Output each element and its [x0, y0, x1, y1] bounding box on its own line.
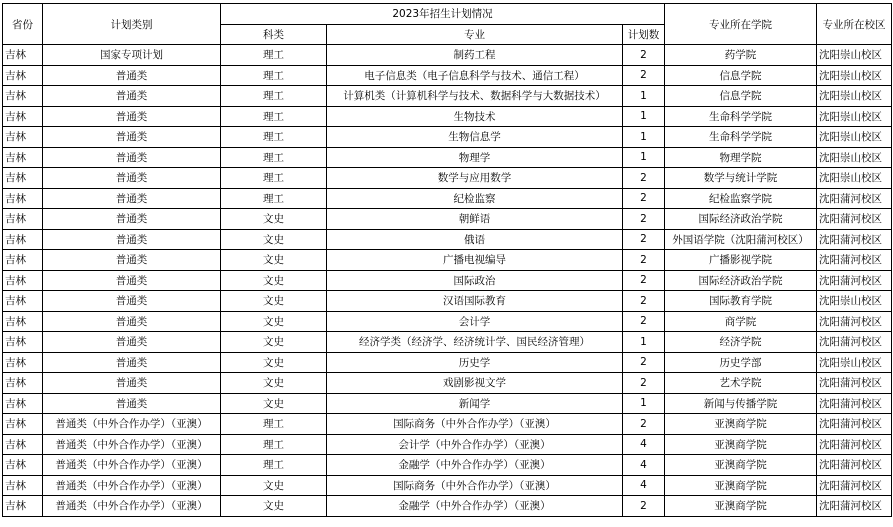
cell-province: 吉林 — [3, 414, 43, 435]
cell-subject-type: 理工 — [221, 45, 327, 66]
cell-province: 吉林 — [3, 127, 43, 148]
cell-campus: 沈阳崇山校区 — [817, 106, 892, 127]
cell-college: 亚澳商学院 — [665, 496, 817, 517]
table-row — [3, 86, 892, 107]
header-plan-count: 计划数 — [623, 24, 665, 45]
cell-province: 吉林 — [3, 455, 43, 476]
cell-province: 吉林 — [3, 65, 43, 86]
header-campus: 专业所在校区 — [817, 4, 892, 45]
cell-subject-type: 理工 — [221, 147, 327, 168]
cell-province: 吉林 — [3, 332, 43, 353]
cell-province: 吉林 — [3, 168, 43, 189]
cell-province: 吉林 — [3, 496, 43, 517]
header-college: 专业所在学院 — [665, 4, 817, 45]
cell-major: 俄语 — [327, 229, 623, 250]
table-row — [3, 147, 892, 168]
cell-plan-count: 1 — [623, 332, 665, 353]
cell-major: 汉语国际教育 — [327, 291, 623, 312]
table-row — [3, 373, 892, 394]
table-row — [3, 393, 892, 414]
table-row — [3, 188, 892, 209]
cell-plan-category: 普通类 — [43, 332, 221, 353]
table-row — [3, 45, 892, 66]
cell-major: 历史学 — [327, 352, 623, 373]
cell-plan-count: 2 — [623, 373, 665, 394]
cell-plan-count: 2 — [623, 311, 665, 332]
cell-province: 吉林 — [3, 352, 43, 373]
cell-subject-type: 文史 — [221, 311, 327, 332]
cell-college: 经济学院 — [665, 332, 817, 353]
cell-campus: 沈阳蒲河校区 — [817, 455, 892, 476]
cell-plan-category: 普通类 — [43, 270, 221, 291]
cell-college: 国际经济政治学院 — [665, 209, 817, 230]
cell-college: 国际经济政治学院 — [665, 270, 817, 291]
table-row — [3, 434, 892, 455]
cell-campus: 沈阳崇山校区 — [817, 45, 892, 66]
cell-subject-type: 文史 — [221, 250, 327, 271]
cell-plan-count: 2 — [623, 414, 665, 435]
cell-province: 吉林 — [3, 86, 43, 107]
cell-province: 吉林 — [3, 434, 43, 455]
cell-plan-count: 2 — [623, 168, 665, 189]
table-row — [3, 209, 892, 230]
cell-campus: 沈阳蒲河校区 — [817, 373, 892, 394]
cell-college: 信息学院 — [665, 86, 817, 107]
cell-major: 金融学（中外合作办学）（亚澳） — [327, 496, 623, 517]
cell-subject-type: 理工 — [221, 414, 327, 435]
cell-major: 国际政治 — [327, 270, 623, 291]
table-row — [3, 65, 892, 86]
cell-campus: 沈阳蒲河校区 — [817, 270, 892, 291]
cell-subject-type: 文史 — [221, 373, 327, 394]
cell-college: 数学与统计学院 — [665, 168, 817, 189]
cell-subject-type: 理工 — [221, 106, 327, 127]
cell-campus: 沈阳蒲河校区 — [817, 496, 892, 517]
cell-plan-count: 2 — [623, 229, 665, 250]
cell-campus: 沈阳崇山校区 — [817, 127, 892, 148]
cell-plan-category: 普通类 — [43, 311, 221, 332]
cell-subject-type: 理工 — [221, 65, 327, 86]
cell-college: 商学院 — [665, 311, 817, 332]
cell-plan-count: 1 — [623, 106, 665, 127]
cell-plan-count: 2 — [623, 209, 665, 230]
cell-plan-category: 普通类 — [43, 250, 221, 271]
cell-province: 吉林 — [3, 393, 43, 414]
cell-campus: 沈阳蒲河校区 — [817, 332, 892, 353]
table-row — [3, 168, 892, 189]
cell-major: 物理学 — [327, 147, 623, 168]
cell-campus: 沈阳崇山校区 — [817, 65, 892, 86]
cell-college: 新闻与传播学院 — [665, 393, 817, 414]
cell-plan-category: 普通类 — [43, 127, 221, 148]
cell-subject-type: 理工 — [221, 455, 327, 476]
cell-major: 数学与应用数学 — [327, 168, 623, 189]
table-row — [3, 250, 892, 271]
cell-plan-count: 1 — [623, 127, 665, 148]
cell-plan-category: 普通类 — [43, 86, 221, 107]
cell-subject-type: 理工 — [221, 434, 327, 455]
cell-subject-type: 文史 — [221, 475, 327, 496]
cell-province: 吉林 — [3, 250, 43, 271]
cell-campus: 沈阳崇山校区 — [817, 147, 892, 168]
cell-college: 艺术学院 — [665, 373, 817, 394]
cell-province: 吉林 — [3, 147, 43, 168]
cell-plan-category: 普通类 — [43, 188, 221, 209]
table-row — [3, 332, 892, 353]
cell-college: 亚澳商学院 — [665, 414, 817, 435]
cell-campus: 沈阳蒲河校区 — [817, 250, 892, 271]
cell-province: 吉林 — [3, 291, 43, 312]
cell-college: 广播影视学院 — [665, 250, 817, 271]
cell-campus: 沈阳蒲河校区 — [817, 311, 892, 332]
cell-college: 生命科学学院 — [665, 106, 817, 127]
cell-campus: 沈阳崇山校区 — [817, 291, 892, 312]
cell-plan-count: 4 — [623, 455, 665, 476]
table-row — [3, 229, 892, 250]
cell-plan-category: 普通类 — [43, 352, 221, 373]
cell-plan-count: 1 — [623, 86, 665, 107]
cell-campus: 沈阳崇山校区 — [817, 86, 892, 107]
cell-college: 历史学部 — [665, 352, 817, 373]
cell-college: 信息学院 — [665, 65, 817, 86]
cell-province: 吉林 — [3, 270, 43, 291]
cell-plan-category: 普通类 — [43, 291, 221, 312]
cell-subject-type: 文史 — [221, 270, 327, 291]
cell-major: 国际商务（中外合作办学）（亚澳） — [327, 475, 623, 496]
cell-province: 吉林 — [3, 229, 43, 250]
cell-province: 吉林 — [3, 475, 43, 496]
cell-plan-count: 4 — [623, 475, 665, 496]
table-row — [3, 127, 892, 148]
cell-major: 新闻学 — [327, 393, 623, 414]
cell-subject-type: 理工 — [221, 127, 327, 148]
cell-subject-type: 文史 — [221, 209, 327, 230]
cell-plan-category: 普通类 — [43, 65, 221, 86]
table-row — [3, 311, 892, 332]
cell-plan-count: 1 — [623, 393, 665, 414]
table-header — [3, 4, 892, 45]
cell-province: 吉林 — [3, 373, 43, 394]
cell-major: 生物信息学 — [327, 127, 623, 148]
cell-subject-type: 文史 — [221, 393, 327, 414]
cell-campus: 沈阳崇山校区 — [817, 352, 892, 373]
cell-plan-count: 2 — [623, 188, 665, 209]
cell-college: 物理学院 — [665, 147, 817, 168]
cell-plan-category: 普通类 — [43, 393, 221, 414]
cell-plan-category: 普通类 — [43, 106, 221, 127]
cell-province: 吉林 — [3, 188, 43, 209]
cell-college: 亚澳商学院 — [665, 455, 817, 476]
cell-province: 吉林 — [3, 311, 43, 332]
table-row — [3, 496, 892, 517]
cell-campus: 沈阳蒲河校区 — [817, 393, 892, 414]
cell-major: 生物技术 — [327, 106, 623, 127]
cell-campus: 沈阳蒲河校区 — [817, 188, 892, 209]
cell-major: 广播电视编导 — [327, 250, 623, 271]
cell-plan-category: 普通类（中外合作办学）（亚澳） — [43, 434, 221, 455]
cell-subject-type: 文史 — [221, 496, 327, 517]
cell-major: 电子信息类（电子信息科学与技术、通信工程） — [327, 65, 623, 86]
cell-province: 吉林 — [3, 209, 43, 230]
cell-college: 纪检监察学院 — [665, 188, 817, 209]
table-body — [3, 45, 892, 517]
cell-plan-count: 1 — [623, 147, 665, 168]
cell-subject-type: 文史 — [221, 352, 327, 373]
cell-plan-category: 普通类 — [43, 168, 221, 189]
enrollment-plan-table — [2, 3, 892, 517]
cell-major: 纪检监察 — [327, 188, 623, 209]
table-row — [3, 270, 892, 291]
cell-campus: 沈阳蒲河校区 — [817, 209, 892, 230]
cell-subject-type: 理工 — [221, 168, 327, 189]
cell-plan-count: 2 — [623, 352, 665, 373]
cell-province: 吉林 — [3, 45, 43, 66]
cell-campus: 沈阳崇山校区 — [817, 168, 892, 189]
cell-plan-count: 4 — [623, 434, 665, 455]
cell-college: 亚澳商学院 — [665, 434, 817, 455]
cell-major: 经济学类（经济学、经济统计学、国民经济管理） — [327, 332, 623, 353]
header-subject-type: 科类 — [221, 24, 327, 45]
cell-college: 国际教育学院 — [665, 291, 817, 312]
header-group-title: 2023年招生计划情况 — [221, 4, 665, 25]
table-row — [3, 352, 892, 373]
cell-plan-category: 普通类（中外合作办学）（亚澳） — [43, 455, 221, 476]
cell-plan-category: 普通类（中外合作办学）（亚澳） — [43, 475, 221, 496]
table-row — [3, 475, 892, 496]
cell-campus: 沈阳蒲河校区 — [817, 414, 892, 435]
cell-campus: 沈阳蒲河校区 — [817, 229, 892, 250]
cell-major: 计算机类（计算机科学与技术、数据科学与大数据技术） — [327, 86, 623, 107]
cell-plan-category: 普通类（中外合作办学）（亚澳） — [43, 414, 221, 435]
table-row — [3, 106, 892, 127]
cell-campus: 沈阳蒲河校区 — [817, 434, 892, 455]
cell-subject-type: 理工 — [221, 86, 327, 107]
header-province: 省份 — [3, 4, 43, 45]
cell-plan-count: 2 — [623, 45, 665, 66]
cell-college: 药学院 — [665, 45, 817, 66]
cell-plan-count: 2 — [623, 270, 665, 291]
cell-major: 制药工程 — [327, 45, 623, 66]
cell-subject-type: 文史 — [221, 229, 327, 250]
cell-major: 戏剧影视文学 — [327, 373, 623, 394]
cell-plan-category: 普通类 — [43, 147, 221, 168]
cell-college: 亚澳商学院 — [665, 475, 817, 496]
cell-plan-count: 2 — [623, 250, 665, 271]
table-row — [3, 291, 892, 312]
cell-major: 金融学（中外合作办学）（亚澳） — [327, 455, 623, 476]
cell-plan-count: 2 — [623, 496, 665, 517]
table-row — [3, 414, 892, 435]
cell-major: 朝鲜语 — [327, 209, 623, 230]
table-row — [3, 455, 892, 476]
cell-plan-category: 普通类 — [43, 229, 221, 250]
cell-plan-count: 2 — [623, 65, 665, 86]
cell-campus: 沈阳蒲河校区 — [817, 475, 892, 496]
cell-plan-count: 2 — [623, 291, 665, 312]
cell-province: 吉林 — [3, 106, 43, 127]
cell-major: 会计学（中外合作办学）（亚澳） — [327, 434, 623, 455]
cell-subject-type: 理工 — [221, 188, 327, 209]
header-plan-category: 计划类别 — [43, 4, 221, 45]
cell-major: 国际商务（中外合作办学）（亚澳） — [327, 414, 623, 435]
cell-subject-type: 文史 — [221, 332, 327, 353]
cell-major: 会计学 — [327, 311, 623, 332]
cell-subject-type: 文史 — [221, 291, 327, 312]
cell-plan-category: 国家专项计划 — [43, 45, 221, 66]
cell-plan-category: 普通类 — [43, 373, 221, 394]
header-major: 专业 — [327, 24, 623, 45]
cell-college: 生命科学学院 — [665, 127, 817, 148]
cell-plan-category: 普通类（中外合作办学）（亚澳） — [43, 496, 221, 517]
cell-college: 外国语学院（沈阳蒲河校区） — [665, 229, 817, 250]
cell-plan-category: 普通类 — [43, 209, 221, 230]
